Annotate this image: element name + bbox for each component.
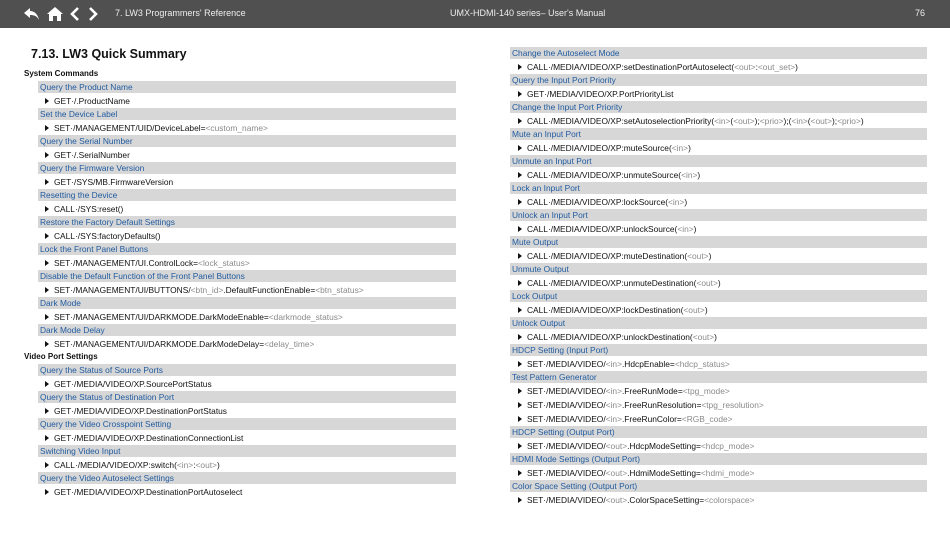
entry-link[interactable]: HDCP Setting (Input Port) [510,344,927,356]
command-param: <in> [791,116,808,126]
bullet-triangle-icon [518,497,522,503]
command-param: <tpg_resolution> [701,400,764,410]
command-param: <out> [692,332,715,342]
command-text: .FreeRunMode= [621,386,683,396]
entry-link[interactable]: Unmute an Input Port [510,155,927,167]
command-param: <out> [696,278,718,288]
bullet-triangle-icon [518,388,522,394]
command-line [518,169,927,181]
bullet-triangle-icon [45,462,49,468]
command-param: <in> [605,386,622,396]
summary-entry [510,480,927,506]
summary-entry [24,189,456,215]
entry-link[interactable]: Query the Input Port Priority [510,74,927,86]
command-text: ( [807,116,811,126]
command-text: ) [704,305,708,315]
command-param: <out> [687,251,709,261]
command-param: <lock_status> [198,258,250,268]
command-text: : [755,62,758,72]
command-param: <delay_time> [264,339,315,349]
summary-entry [24,270,456,296]
entry-link[interactable]: Resetting the Device [38,189,456,201]
summary-entry [510,128,927,154]
bullet-triangle-icon [45,260,49,266]
command-text: ); [754,116,760,126]
command-line [45,284,456,296]
command-text: SET·/MANAGEMENT/UI/BUTTONS/ [54,285,191,295]
command-text: .FreeRunColor= [621,414,682,424]
command-text: ) [717,278,721,288]
command-text: GET·/MEDIA/VIDEO/XP.DestinationPortStatus [54,406,227,416]
bullet-triangle-icon [45,408,49,414]
command-text: .HdcpEnable= [621,359,675,369]
entry-link[interactable]: Query the Status of Source Ports [38,364,456,376]
command-text: CALL·/MEDIA/VIDEO/XP:unmuteDestination( [527,278,697,288]
command-text: SET·/MEDIA/VIDEO/ [527,414,606,424]
command-line [518,413,927,425]
command-param: <btn_status> [315,285,364,295]
command-line [518,440,927,452]
bullet-triangle-icon [45,152,49,158]
bullet-triangle-icon [518,253,522,259]
command-line [45,486,456,498]
command-param: <hdcp_mode> [700,441,755,451]
right-column [510,46,927,506]
bullet-triangle-icon [518,443,522,449]
command-text: ) [684,197,688,207]
summary-entry [24,418,456,444]
summary-entry [510,344,927,370]
entry-link[interactable]: Lock an Input Port [510,182,927,194]
summary-entry [510,155,927,181]
command-line [518,142,927,154]
command-text: CALL·/MEDIA/VIDEO/XP:muteSource( [527,143,672,153]
bullet-triangle-icon [518,307,522,313]
command-line [518,61,927,73]
command-text: );( [783,116,792,126]
chevron-right-icon[interactable] [86,6,100,22]
command-text: ) [714,332,717,342]
command-text: CALL·/MEDIA/VIDEO/XP:setAutoselectionPriority( [527,116,715,126]
command-line [45,122,456,134]
command-line [518,331,927,343]
bullet-triangle-icon [518,361,522,367]
entry-link[interactable]: Query the Serial Number [38,135,456,147]
summary-entry [510,209,927,235]
command-text: GET·/MEDIA/VIDEO/XP.PortPriorityList [527,89,674,99]
command-text: GET·/.ProductName [54,96,130,106]
command-line [518,304,927,316]
entry-link[interactable]: Query the Video Autoselect Settings [38,472,456,484]
command-param: <prio> [837,116,861,126]
entry-link[interactable]: Color Space Setting (Output Port) [510,480,927,492]
command-line [45,405,456,417]
summary-entry [510,290,927,316]
entry-link[interactable]: Query the Status of Destination Port [38,391,456,403]
entry-link[interactable]: Mute an Input Port [510,128,927,140]
command-line [518,277,927,289]
bullet-triangle-icon [518,280,522,286]
command-text: CALL·/SYS:reset() [54,204,124,214]
command-param: <hdmi_mode> [700,468,755,478]
back-arrow-icon[interactable] [22,6,42,22]
summary-entry [24,162,456,188]
entry-link[interactable]: Query the Video Crosspoint Setting [38,418,456,430]
command-param: <colorspace> [704,495,755,505]
command-text: CALL·/MEDIA/VIDEO/XP:lockDestination( [527,305,684,315]
command-param: <in> [677,224,694,234]
command-line [45,432,456,444]
top-bar [0,0,950,28]
command-line [45,311,456,323]
entry-link[interactable]: Lock Output [510,290,927,302]
summary-entry [24,364,456,390]
bullet-triangle-icon [518,172,522,178]
bullet-triangle-icon [45,489,49,495]
entry-link[interactable]: Change the Input Port Priority [510,101,927,113]
entry-link[interactable]: Lock the Front Panel Buttons [38,243,456,255]
command-text: ) [216,460,220,470]
summary-entry [24,324,456,350]
command-line [45,338,456,350]
command-text: CALL·/MEDIA/VIDEO/XP:unmuteSource( [527,170,682,180]
summary-entry [510,236,927,262]
command-text: SET·/MANAGEMENT/UI/DARKMODE.DarkModeDelay= [54,339,265,349]
summary-entry [24,216,456,242]
command-text: .HdcpModeSetting= [627,441,701,451]
command-text: CALL·/MEDIA/VIDEO/XP:lockSource( [527,197,669,207]
command-text: CALL·/MEDIA/VIDEO/XP:unlockSource( [527,224,678,234]
command-line [45,203,456,215]
command-param: <in> [671,143,689,153]
command-text: GET·/SYS/MB.FirmwareVersion [54,177,174,187]
command-param: <out_set> [757,62,796,72]
command-line [518,494,927,506]
command-text: SET·/MEDIA/VIDEO/ [527,468,606,478]
bullet-triangle-icon [518,91,522,97]
command-line [518,88,927,100]
command-line [518,250,927,262]
command-text: CALL·/MEDIA/VIDEO/XP:switch( [54,460,177,470]
entry-link[interactable]: Query the Firmware Version [38,162,456,174]
command-text: SET·/MEDIA/VIDEO/ [527,441,606,451]
command-text: .FreeRunResolution= [621,400,702,410]
command-line [518,358,927,370]
entry-link[interactable]: Dark Mode [38,297,456,309]
command-text: CALL·/SYS:factoryDefaults() [54,231,161,241]
chevron-left-icon[interactable] [68,6,82,22]
bullet-triangle-icon [45,435,49,441]
command-text: GET·/MEDIA/VIDEO/XP.SourcePortStatus [54,379,212,389]
bullet-triangle-icon [518,416,522,422]
command-param: <in> [605,400,622,410]
command-text: ); [831,116,838,126]
command-param: <custom_name> [205,123,268,133]
entry-link[interactable]: Switching Video Input [38,445,456,457]
command-text: ) [708,251,712,261]
command-text: SET·/MEDIA/VIDEO/ [527,359,606,369]
chapter-title: 7. LW3 Programmers' Reference [115,8,246,18]
command-param: <in> [605,359,622,369]
command-text: CALL·/MEDIA/VIDEO/XP:unlockDestination( [527,332,693,342]
command-line [518,223,927,235]
summary-entry [24,445,456,471]
command-line [518,467,927,479]
command-line [518,399,927,411]
command-text: CALL·/MEDIA/VIDEO/XP:setDestinationPortAutoselect( [527,62,735,72]
entry-link[interactable]: Unlock an Input Port [510,209,927,221]
command-param: <prio> [759,116,784,126]
command-param: <out> [733,116,755,126]
bullet-triangle-icon [45,287,49,293]
command-param: <out> [810,116,832,126]
command-line [518,115,927,127]
command-line [45,230,456,242]
entry-link[interactable]: Unmute Output [510,263,927,275]
command-param: <out> [734,62,756,72]
bullet-triangle-icon [518,334,522,340]
entry-link[interactable]: Unlock Output [510,317,927,329]
command-text: .HdmiModeSetting= [627,468,701,478]
summary-entry [24,297,456,323]
bullet-triangle-icon [518,402,522,408]
summary-entry [24,108,456,134]
bullet-triangle-icon [518,226,522,232]
entry-link[interactable]: HDCP Setting (Output Port) [510,426,927,438]
bullet-triangle-icon [45,98,49,104]
summary-entry [510,74,927,100]
command-param: <darkmode_status> [268,312,343,322]
summary-entry [510,426,927,452]
nav-buttons [22,6,100,22]
command-param: <RGB_code> [681,414,733,424]
command-param: <out> [195,460,217,470]
command-text: GET·/MEDIA/VIDEO/XP.DestinationPortAutoselect [54,487,243,497]
command-text: CALL·/MEDIA/VIDEO/XP:muteDestination( [527,251,688,261]
bullet-triangle-icon [518,470,522,476]
command-text: ) [693,224,697,234]
command-param: <in> [668,197,685,207]
section-heading: Video Port Settings [24,352,98,361]
command-line [45,378,456,390]
command-param: <out> [605,468,628,478]
bullet-triangle-icon [45,314,49,320]
command-line [45,459,456,471]
entry-link[interactable]: Mute Output [510,236,927,248]
command-param: <out> [605,441,628,451]
bullet-triangle-icon [518,145,522,151]
entry-link[interactable]: Set the Device Label [38,108,456,120]
bullet-triangle-icon [518,118,522,124]
bullet-triangle-icon [45,341,49,347]
summary-entry [510,101,927,127]
summary-entry [24,81,456,107]
summary-entry [510,182,927,208]
summary-entry [24,135,456,161]
command-text: .ColorSpaceSetting= [627,495,705,505]
summary-entry [24,391,456,417]
command-param: <out> [605,495,628,505]
command-param: <in> [681,170,698,180]
bullet-triangle-icon [518,64,522,70]
entry-link[interactable]: Restore the Factory Default Settings [38,216,456,228]
command-line [45,257,456,269]
bullet-triangle-icon [45,125,49,131]
command-line [45,176,456,188]
bullet-triangle-icon [518,199,522,205]
entry-link[interactable]: HDMI Mode Settings (Output Port) [510,453,927,465]
command-line [45,95,456,107]
entry-link[interactable]: Query the Product Name [38,81,456,93]
bullet-triangle-icon [45,233,49,239]
command-text: .DefaultFunctionEnable= [223,285,316,295]
command-param: <out> [683,305,705,315]
command-param: <hdcp_status> [674,359,730,369]
summary-entry [510,371,927,425]
bullet-triangle-icon [45,381,49,387]
entry-link[interactable]: Dark Mode Delay [38,324,456,336]
command-text: ( [730,116,734,126]
command-param: <btn_id> [190,285,224,295]
command-text: ) [860,116,864,126]
bullet-triangle-icon [45,206,49,212]
command-param: <in> [605,414,622,424]
summary-entry [24,472,456,498]
home-icon[interactable] [46,6,64,22]
command-text: GET·/.SerialNumber [54,150,130,160]
entry-link[interactable]: Disable the Default Function of the Front Panel Buttons [38,270,456,282]
page-title: 7.13. LW3 Quick Summary [31,47,187,61]
command-text: : [193,460,196,470]
command-param: <in> [176,460,194,470]
entry-link[interactable]: Test Pattern Generator [510,371,927,383]
page-number: 76 [914,8,925,18]
bullet-triangle-icon [45,179,49,185]
command-text: SET·/MEDIA/VIDEO/ [527,400,606,410]
summary-entry [510,263,927,289]
entry-link[interactable]: Change the Autoselect Mode [510,47,927,59]
command-line [518,385,927,397]
command-text: ) [697,170,701,180]
command-text: SET·/MEDIA/VIDEO/ [527,386,606,396]
command-text: SET·/MEDIA/VIDEO/ [527,495,606,505]
command-text: ) [795,62,798,72]
manual-title: UMX-HDMI-140 series– User's Manual [450,8,606,18]
left-column [24,67,456,498]
command-param: <tpg_mode> [682,386,730,396]
command-line [518,196,927,208]
command-text: SET·/MANAGEMENT/UID/DeviceLabel= [54,123,206,133]
command-text: GET·/MEDIA/VIDEO/XP.DestinationConnectionList [54,433,244,443]
summary-entry [510,317,927,343]
summary-entry [510,47,927,73]
section-heading: System Commands [24,69,99,78]
command-param: <in> [714,116,731,126]
summary-entry [510,453,927,479]
command-text: SET·/MANAGEMENT/UI/DARKMODE.DarkModeEnable= [54,312,269,322]
summary-entry [24,243,456,269]
command-line [45,149,456,161]
command-text: ) [688,143,691,153]
command-text: SET·/MANAGEMENT/UI.ControlLock= [54,258,199,268]
